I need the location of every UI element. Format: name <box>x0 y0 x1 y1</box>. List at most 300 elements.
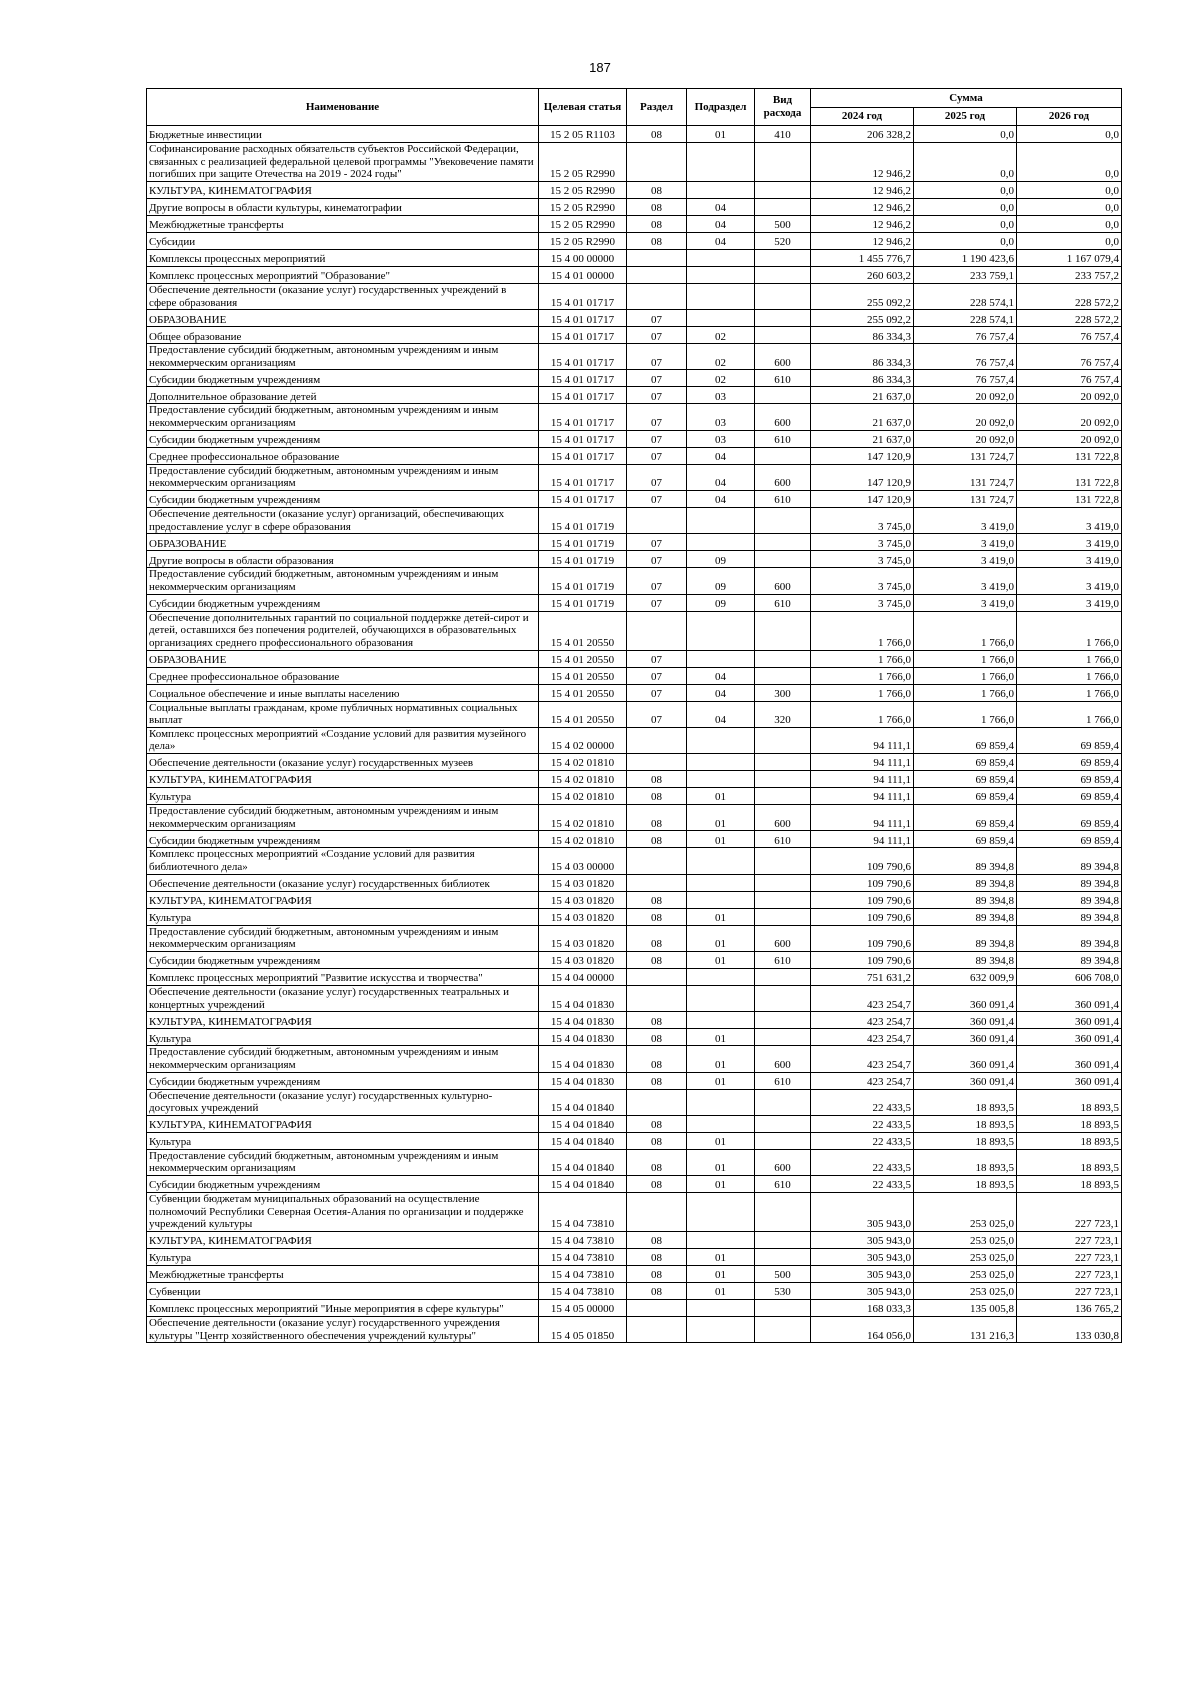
row-amount-2026-cell: 1 766,0 <box>1017 684 1122 701</box>
row-target-article-cell: 15 2 05 R2990 <box>539 181 627 198</box>
row-subsection-cell: 04 <box>687 215 755 232</box>
row-expense-type-cell <box>755 181 811 198</box>
table-row <box>147 727 1122 753</box>
row-amount-2026-cell: 131 722,8 <box>1017 447 1122 464</box>
row-name-cell: Среднее профессиональное образование <box>147 447 539 464</box>
row-subsection-cell: 01 <box>687 908 755 925</box>
row-expense-type-cell <box>755 508 811 534</box>
row-section-cell: 08 <box>627 1176 687 1193</box>
row-section-cell: 08 <box>627 1012 687 1029</box>
row-target-article-cell: 15 4 01 01719 <box>539 508 627 534</box>
table-row <box>147 891 1122 908</box>
row-subsection-cell <box>687 1193 755 1232</box>
row-subsection-cell: 01 <box>687 1265 755 1282</box>
row-expense-type-cell <box>755 1231 811 1248</box>
row-amount-2024-cell: 21 637,0 <box>811 387 914 404</box>
row-expense-type-cell <box>755 788 811 805</box>
row-target-article-cell: 15 4 03 01820 <box>539 891 627 908</box>
row-amount-2026-cell: 3 419,0 <box>1017 568 1122 594</box>
row-amount-2024-cell: 255 092,2 <box>811 310 914 327</box>
row-name-cell: Субсидии бюджетным учреждениям <box>147 951 539 968</box>
row-subsection-cell <box>687 891 755 908</box>
row-subsection-cell: 01 <box>687 788 755 805</box>
row-amount-2025-cell: 89 394,8 <box>914 925 1017 951</box>
row-subsection-cell: 01 <box>687 951 755 968</box>
row-target-article-cell: 15 4 03 00000 <box>539 848 627 874</box>
row-name-cell: Субвенции <box>147 1282 539 1299</box>
table-row <box>147 701 1122 727</box>
row-name-cell: Предоставление субсидий бюджетным, автономным учреждениям и иным некоммерческим организациям <box>147 1149 539 1175</box>
row-amount-2024-cell: 751 631,2 <box>811 968 914 985</box>
row-subsection-cell: 04 <box>687 491 755 508</box>
row-amount-2026-cell: 0,0 <box>1017 198 1122 215</box>
table-row <box>147 985 1122 1011</box>
row-name-cell: Субсидии бюджетным учреждениям <box>147 491 539 508</box>
table-row <box>147 447 1122 464</box>
table-row <box>147 754 1122 771</box>
row-amount-2026-cell: 360 091,4 <box>1017 1046 1122 1072</box>
row-expense-type-cell: 500 <box>755 1265 811 1282</box>
row-expense-type-cell: 610 <box>755 594 811 611</box>
row-amount-2024-cell: 22 433,5 <box>811 1115 914 1132</box>
row-name-cell: Обеспечение деятельности (оказание услуг) государственного учреждения культуры "Центр хозяйственного обеспечения учреждений культуры" <box>147 1316 539 1342</box>
row-section-cell <box>627 985 687 1011</box>
row-target-article-cell: 15 4 05 00000 <box>539 1299 627 1316</box>
table-row <box>147 551 1122 568</box>
row-amount-2025-cell: 228 574,1 <box>914 310 1017 327</box>
row-target-article-cell: 15 4 01 01719 <box>539 594 627 611</box>
row-target-article-cell: 15 4 01 01717 <box>539 430 627 447</box>
row-section-cell: 08 <box>627 805 687 831</box>
row-subsection-cell: 04 <box>687 464 755 490</box>
row-section-cell <box>627 508 687 534</box>
table-row <box>147 831 1122 848</box>
row-expense-type-cell <box>755 387 811 404</box>
row-section-cell: 07 <box>627 551 687 568</box>
row-amount-2026-cell: 606 708,0 <box>1017 968 1122 985</box>
row-amount-2024-cell: 109 790,6 <box>811 951 914 968</box>
row-expense-type-cell: 320 <box>755 701 811 727</box>
row-subsection-cell <box>687 1089 755 1115</box>
row-target-article-cell: 15 4 01 01717 <box>539 447 627 464</box>
table-row <box>147 594 1122 611</box>
row-expense-type-cell: 410 <box>755 126 811 143</box>
row-subsection-cell: 01 <box>687 1046 755 1072</box>
row-expense-type-cell: 600 <box>755 344 811 370</box>
row-target-article-cell: 15 4 01 01717 <box>539 491 627 508</box>
row-expense-type-cell <box>755 771 811 788</box>
row-target-article-cell: 15 2 05 R2990 <box>539 232 627 249</box>
row-subsection-cell <box>687 534 755 551</box>
row-amount-2025-cell: 69 859,4 <box>914 805 1017 831</box>
row-target-article-cell: 15 4 02 01810 <box>539 788 627 805</box>
row-target-article-cell: 15 4 00 00000 <box>539 249 627 266</box>
row-amount-2024-cell: 12 946,2 <box>811 232 914 249</box>
row-subsection-cell: 03 <box>687 404 755 430</box>
row-amount-2026-cell: 3 419,0 <box>1017 594 1122 611</box>
row-amount-2025-cell: 3 419,0 <box>914 534 1017 551</box>
row-amount-2025-cell: 76 757,4 <box>914 327 1017 344</box>
row-amount-2025-cell: 360 091,4 <box>914 1012 1017 1029</box>
row-section-cell: 08 <box>627 215 687 232</box>
table-row <box>147 143 1122 182</box>
row-expense-type-cell <box>755 985 811 1011</box>
row-section-cell: 08 <box>627 1282 687 1299</box>
row-section-cell: 08 <box>627 1149 687 1175</box>
row-amount-2025-cell: 233 759,1 <box>914 266 1017 283</box>
row-amount-2024-cell: 305 943,0 <box>811 1282 914 1299</box>
row-section-cell: 07 <box>627 430 687 447</box>
row-name-cell: ОБРАЗОВАНИЕ <box>147 650 539 667</box>
row-section-cell: 08 <box>627 788 687 805</box>
row-amount-2025-cell: 18 893,5 <box>914 1149 1017 1175</box>
row-target-article-cell: 15 4 02 01810 <box>539 831 627 848</box>
row-subsection-cell: 03 <box>687 430 755 447</box>
row-target-article-cell: 15 4 04 73810 <box>539 1282 627 1299</box>
row-amount-2024-cell: 86 334,3 <box>811 370 914 387</box>
row-section-cell <box>627 727 687 753</box>
row-subsection-cell: 04 <box>687 684 755 701</box>
row-section-cell <box>627 249 687 266</box>
row-name-cell: ОБРАЗОВАНИЕ <box>147 310 539 327</box>
row-amount-2024-cell: 109 790,6 <box>811 891 914 908</box>
row-name-cell: Субсидии бюджетным учреждениям <box>147 831 539 848</box>
row-amount-2026-cell: 227 723,1 <box>1017 1193 1122 1232</box>
row-target-article-cell: 15 4 01 01717 <box>539 387 627 404</box>
row-section-cell: 08 <box>627 1072 687 1089</box>
table-row <box>147 925 1122 951</box>
row-subsection-cell: 02 <box>687 344 755 370</box>
row-amount-2025-cell: 253 025,0 <box>914 1231 1017 1248</box>
row-expense-type-cell <box>755 283 811 309</box>
row-subsection-cell: 01 <box>687 126 755 143</box>
row-expense-type-cell: 610 <box>755 1176 811 1193</box>
row-subsection-cell <box>687 1115 755 1132</box>
row-subsection-cell <box>687 283 755 309</box>
row-amount-2024-cell: 12 946,2 <box>811 181 914 198</box>
row-amount-2024-cell: 12 946,2 <box>811 215 914 232</box>
row-amount-2026-cell: 69 859,4 <box>1017 771 1122 788</box>
row-subsection-cell: 02 <box>687 327 755 344</box>
row-expense-type-cell: 610 <box>755 430 811 447</box>
row-name-cell: Дополнительное образование детей <box>147 387 539 404</box>
row-amount-2026-cell: 1 766,0 <box>1017 701 1122 727</box>
row-expense-type-cell <box>755 1089 811 1115</box>
row-target-article-cell: 15 4 05 01850 <box>539 1316 627 1342</box>
row-expense-type-cell: 600 <box>755 404 811 430</box>
row-name-cell: КУЛЬТУРА, КИНЕМАТОГРАФИЯ <box>147 1231 539 1248</box>
row-expense-type-cell: 600 <box>755 568 811 594</box>
row-amount-2025-cell: 18 893,5 <box>914 1176 1017 1193</box>
row-target-article-cell: 15 4 01 20550 <box>539 701 627 727</box>
row-amount-2025-cell: 0,0 <box>914 215 1017 232</box>
row-amount-2024-cell: 423 254,7 <box>811 985 914 1011</box>
row-amount-2025-cell: 253 025,0 <box>914 1193 1017 1232</box>
table-row <box>147 1089 1122 1115</box>
row-amount-2026-cell: 228 572,2 <box>1017 310 1122 327</box>
row-section-cell: 08 <box>627 181 687 198</box>
row-section-cell: 08 <box>627 1231 687 1248</box>
row-name-cell: КУЛЬТУРА, КИНЕМАТОГРАФИЯ <box>147 891 539 908</box>
row-amount-2026-cell: 1 167 079,4 <box>1017 249 1122 266</box>
row-amount-2024-cell: 22 433,5 <box>811 1149 914 1175</box>
row-expense-type-cell <box>755 1248 811 1265</box>
row-name-cell: Предоставление субсидий бюджетным, автономным учреждениям и иным некоммерческим организациям <box>147 344 539 370</box>
row-target-article-cell: 15 4 01 01719 <box>539 568 627 594</box>
row-amount-2024-cell: 1 766,0 <box>811 701 914 727</box>
row-name-cell: Комплексы процессных мероприятий <box>147 249 539 266</box>
row-amount-2025-cell: 76 757,4 <box>914 370 1017 387</box>
row-amount-2026-cell: 69 859,4 <box>1017 831 1122 848</box>
row-amount-2025-cell: 69 859,4 <box>914 754 1017 771</box>
table-row <box>147 283 1122 309</box>
row-subsection-cell <box>687 1299 755 1316</box>
row-section-cell: 07 <box>627 667 687 684</box>
row-target-article-cell: 15 4 03 01820 <box>539 951 627 968</box>
row-name-cell: Субвенции бюджетам муниципальных образований на осуществление полномочий Республики Северная Осетия-Алания по организации и поддержке учреждений культуры <box>147 1193 539 1232</box>
row-amount-2026-cell: 133 030,8 <box>1017 1316 1122 1342</box>
row-amount-2024-cell: 109 790,6 <box>811 908 914 925</box>
row-name-cell: Субсидии бюджетным учреждениям <box>147 594 539 611</box>
row-subsection-cell <box>687 143 755 182</box>
row-amount-2024-cell: 423 254,7 <box>811 1012 914 1029</box>
row-amount-2025-cell: 20 092,0 <box>914 430 1017 447</box>
row-subsection-cell: 01 <box>687 1176 755 1193</box>
row-name-cell: Комплекс процессных мероприятий "Развитие искусства и творчества" <box>147 968 539 985</box>
row-expense-type-cell <box>755 848 811 874</box>
row-target-article-cell: 15 4 01 20550 <box>539 684 627 701</box>
row-subsection-cell <box>687 266 755 283</box>
row-amount-2024-cell: 168 033,3 <box>811 1299 914 1316</box>
row-amount-2024-cell: 1 766,0 <box>811 611 914 650</box>
row-amount-2025-cell: 632 009,9 <box>914 968 1017 985</box>
table-row <box>147 1248 1122 1265</box>
row-name-cell: Предоставление субсидий бюджетным, автономным учреждениям и иным некоммерческим организациям <box>147 404 539 430</box>
row-amount-2024-cell: 22 433,5 <box>811 1132 914 1149</box>
row-amount-2026-cell: 18 893,5 <box>1017 1089 1122 1115</box>
table-row <box>147 1029 1122 1046</box>
row-amount-2026-cell: 18 893,5 <box>1017 1176 1122 1193</box>
row-section-cell: 08 <box>627 925 687 951</box>
row-section-cell: 07 <box>627 344 687 370</box>
row-subsection-cell: 01 <box>687 1132 755 1149</box>
row-amount-2026-cell: 3 419,0 <box>1017 508 1122 534</box>
row-amount-2025-cell: 18 893,5 <box>914 1115 1017 1132</box>
table-row <box>147 344 1122 370</box>
row-amount-2024-cell: 3 745,0 <box>811 594 914 611</box>
row-amount-2024-cell: 305 943,0 <box>811 1231 914 1248</box>
row-section-cell: 07 <box>627 534 687 551</box>
row-target-article-cell: 15 4 04 01840 <box>539 1149 627 1175</box>
row-amount-2025-cell: 3 419,0 <box>914 551 1017 568</box>
row-target-article-cell: 15 4 02 01810 <box>539 754 627 771</box>
row-section-cell: 07 <box>627 594 687 611</box>
row-subsection-cell <box>687 508 755 534</box>
row-amount-2025-cell: 3 419,0 <box>914 568 1017 594</box>
row-target-article-cell: 15 4 01 01717 <box>539 327 627 344</box>
row-name-cell: КУЛЬТУРА, КИНЕМАТОГРАФИЯ <box>147 771 539 788</box>
row-amount-2026-cell: 0,0 <box>1017 181 1122 198</box>
row-name-cell: Обеспечение деятельности (оказание услуг) государственных культурно-досуговых учреждений <box>147 1089 539 1115</box>
row-amount-2026-cell: 131 722,8 <box>1017 491 1122 508</box>
row-name-cell: Обеспечение деятельности (оказание услуг) государственных музеев <box>147 754 539 771</box>
row-amount-2025-cell: 360 091,4 <box>914 1072 1017 1089</box>
row-expense-type-cell <box>755 1012 811 1029</box>
row-amount-2024-cell: 21 637,0 <box>811 404 914 430</box>
row-target-article-cell: 15 4 04 01830 <box>539 985 627 1011</box>
row-name-cell: Общее образование <box>147 327 539 344</box>
row-section-cell <box>627 1089 687 1115</box>
row-amount-2025-cell: 360 091,4 <box>914 985 1017 1011</box>
row-name-cell: Субсидии бюджетным учреждениям <box>147 430 539 447</box>
row-amount-2025-cell: 131 724,7 <box>914 491 1017 508</box>
row-target-article-cell: 15 4 04 01830 <box>539 1046 627 1072</box>
row-amount-2026-cell: 0,0 <box>1017 126 1122 143</box>
table-row <box>147 874 1122 891</box>
row-amount-2026-cell: 89 394,8 <box>1017 848 1122 874</box>
row-amount-2026-cell: 228 572,2 <box>1017 283 1122 309</box>
row-amount-2025-cell: 131 216,3 <box>914 1316 1017 1342</box>
row-target-article-cell: 15 4 04 73810 <box>539 1231 627 1248</box>
table-row <box>147 1282 1122 1299</box>
row-amount-2024-cell: 94 111,1 <box>811 727 914 753</box>
row-amount-2026-cell: 227 723,1 <box>1017 1282 1122 1299</box>
table-row <box>147 1132 1122 1149</box>
table-row <box>147 266 1122 283</box>
row-amount-2026-cell: 0,0 <box>1017 232 1122 249</box>
table-row <box>147 1149 1122 1175</box>
row-name-cell: Субсидии бюджетным учреждениям <box>147 1176 539 1193</box>
row-amount-2024-cell: 94 111,1 <box>811 754 914 771</box>
row-name-cell: Обеспечение деятельности (оказание услуг) организаций, обеспечивающих предоставление услуг в сфере образования <box>147 508 539 534</box>
row-name-cell: Предоставление субсидий бюджетным, автономным учреждениям и иным некоммерческим организациям <box>147 464 539 490</box>
row-amount-2025-cell: 253 025,0 <box>914 1248 1017 1265</box>
row-section-cell: 07 <box>627 327 687 344</box>
row-amount-2025-cell: 89 394,8 <box>914 908 1017 925</box>
table-row <box>147 1193 1122 1232</box>
row-target-article-cell: 15 4 02 01810 <box>539 771 627 788</box>
row-amount-2026-cell: 0,0 <box>1017 143 1122 182</box>
row-name-cell: КУЛЬТУРА, КИНЕМАТОГРАФИЯ <box>147 1012 539 1029</box>
row-amount-2025-cell: 89 394,8 <box>914 951 1017 968</box>
row-amount-2026-cell: 69 859,4 <box>1017 754 1122 771</box>
row-name-cell: Предоставление субсидий бюджетным, автономным учреждениям и иным некоммерческим организациям <box>147 805 539 831</box>
row-expense-type-cell <box>755 754 811 771</box>
row-subsection-cell: 09 <box>687 551 755 568</box>
table-row <box>147 534 1122 551</box>
row-subsection-cell <box>687 771 755 788</box>
row-section-cell: 08 <box>627 891 687 908</box>
row-amount-2026-cell: 360 091,4 <box>1017 1072 1122 1089</box>
row-subsection-cell: 03 <box>687 387 755 404</box>
row-name-cell: Софинансирование расходных обязательств субъектов Российской Федерации, связанных с реализацией федеральной целевой программы "Увековечение памяти погибших при защите Отечества на 2019 - 2024 годы" <box>147 143 539 182</box>
row-amount-2025-cell: 360 091,4 <box>914 1029 1017 1046</box>
row-expense-type-cell: 610 <box>755 1072 811 1089</box>
row-section-cell: 08 <box>627 951 687 968</box>
row-name-cell: ОБРАЗОВАНИЕ <box>147 534 539 551</box>
row-subsection-cell: 04 <box>687 701 755 727</box>
header-year-2026: 2026 год <box>1017 108 1122 126</box>
row-expense-type-cell <box>755 534 811 551</box>
row-amount-2026-cell: 131 722,8 <box>1017 464 1122 490</box>
row-section-cell: 08 <box>627 1265 687 1282</box>
budget-table <box>146 88 1122 1343</box>
table-row <box>147 788 1122 805</box>
row-amount-2026-cell: 89 394,8 <box>1017 951 1122 968</box>
row-amount-2026-cell: 233 757,2 <box>1017 266 1122 283</box>
row-expense-type-cell <box>755 667 811 684</box>
row-name-cell: КУЛЬТУРА, КИНЕМАТОГРАФИЯ <box>147 1115 539 1132</box>
row-subsection-cell <box>687 754 755 771</box>
table-row <box>147 908 1122 925</box>
row-expense-type-cell <box>755 874 811 891</box>
row-expense-type-cell: 600 <box>755 464 811 490</box>
row-target-article-cell: 15 4 04 01840 <box>539 1132 627 1149</box>
row-amount-2025-cell: 76 757,4 <box>914 344 1017 370</box>
row-amount-2026-cell: 360 091,4 <box>1017 1012 1122 1029</box>
row-target-article-cell: 15 4 01 01717 <box>539 344 627 370</box>
row-name-cell: Социальное обеспечение и иные выплаты населению <box>147 684 539 701</box>
row-amount-2024-cell: 94 111,1 <box>811 805 914 831</box>
row-expense-type-cell <box>755 891 811 908</box>
row-target-article-cell: 15 4 01 20550 <box>539 650 627 667</box>
row-section-cell <box>627 1299 687 1316</box>
row-target-article-cell: 15 2 05 R2990 <box>539 143 627 182</box>
row-amount-2025-cell: 69 859,4 <box>914 788 1017 805</box>
row-name-cell: Комплекс процессных мероприятий «Создание условий для развития библиотечного дела» <box>147 848 539 874</box>
row-amount-2025-cell: 0,0 <box>914 198 1017 215</box>
row-expense-type-cell: 610 <box>755 491 811 508</box>
table-row <box>147 387 1122 404</box>
row-expense-type-cell <box>755 611 811 650</box>
row-name-cell: Бюджетные инвестиции <box>147 126 539 143</box>
row-name-cell: Обеспечение деятельности (оказание услуг) государственных библиотек <box>147 874 539 891</box>
row-amount-2026-cell: 69 859,4 <box>1017 727 1122 753</box>
row-subsection-cell: 02 <box>687 370 755 387</box>
row-target-article-cell: 15 4 04 73810 <box>539 1248 627 1265</box>
row-amount-2024-cell: 164 056,0 <box>811 1316 914 1342</box>
row-name-cell: Предоставление субсидий бюджетным, автономным учреждениям и иным некоммерческим организациям <box>147 568 539 594</box>
row-name-cell: Предоставление субсидий бюджетным, автономным учреждениям и иным некоммерческим организациям <box>147 925 539 951</box>
row-section-cell: 08 <box>627 1132 687 1149</box>
table-row <box>147 951 1122 968</box>
header-subsection: Подраздел <box>687 89 755 126</box>
row-amount-2024-cell: 255 092,2 <box>811 283 914 309</box>
row-section-cell: 08 <box>627 232 687 249</box>
row-target-article-cell: 15 2 05 R2990 <box>539 198 627 215</box>
row-section-cell: 07 <box>627 701 687 727</box>
table-row <box>147 771 1122 788</box>
row-section-cell: 08 <box>627 1046 687 1072</box>
row-amount-2026-cell: 227 723,1 <box>1017 1265 1122 1282</box>
row-amount-2025-cell: 89 394,8 <box>914 848 1017 874</box>
row-subsection-cell: 01 <box>687 1149 755 1175</box>
table-row <box>147 1115 1122 1132</box>
row-name-cell: Культура <box>147 1029 539 1046</box>
row-section-cell: 08 <box>627 1115 687 1132</box>
row-expense-type-cell <box>755 968 811 985</box>
row-amount-2026-cell: 3 419,0 <box>1017 551 1122 568</box>
row-section-cell: 08 <box>627 198 687 215</box>
row-amount-2025-cell: 89 394,8 <box>914 891 1017 908</box>
row-amount-2024-cell: 12 946,2 <box>811 143 914 182</box>
header-name: Наименование <box>147 89 539 126</box>
row-amount-2026-cell: 76 757,4 <box>1017 327 1122 344</box>
row-subsection-cell: 01 <box>687 1072 755 1089</box>
row-name-cell: Субсидии бюджетным учреждениям <box>147 1072 539 1089</box>
row-amount-2025-cell: 135 005,8 <box>914 1299 1017 1316</box>
row-target-article-cell: 15 4 04 01840 <box>539 1176 627 1193</box>
